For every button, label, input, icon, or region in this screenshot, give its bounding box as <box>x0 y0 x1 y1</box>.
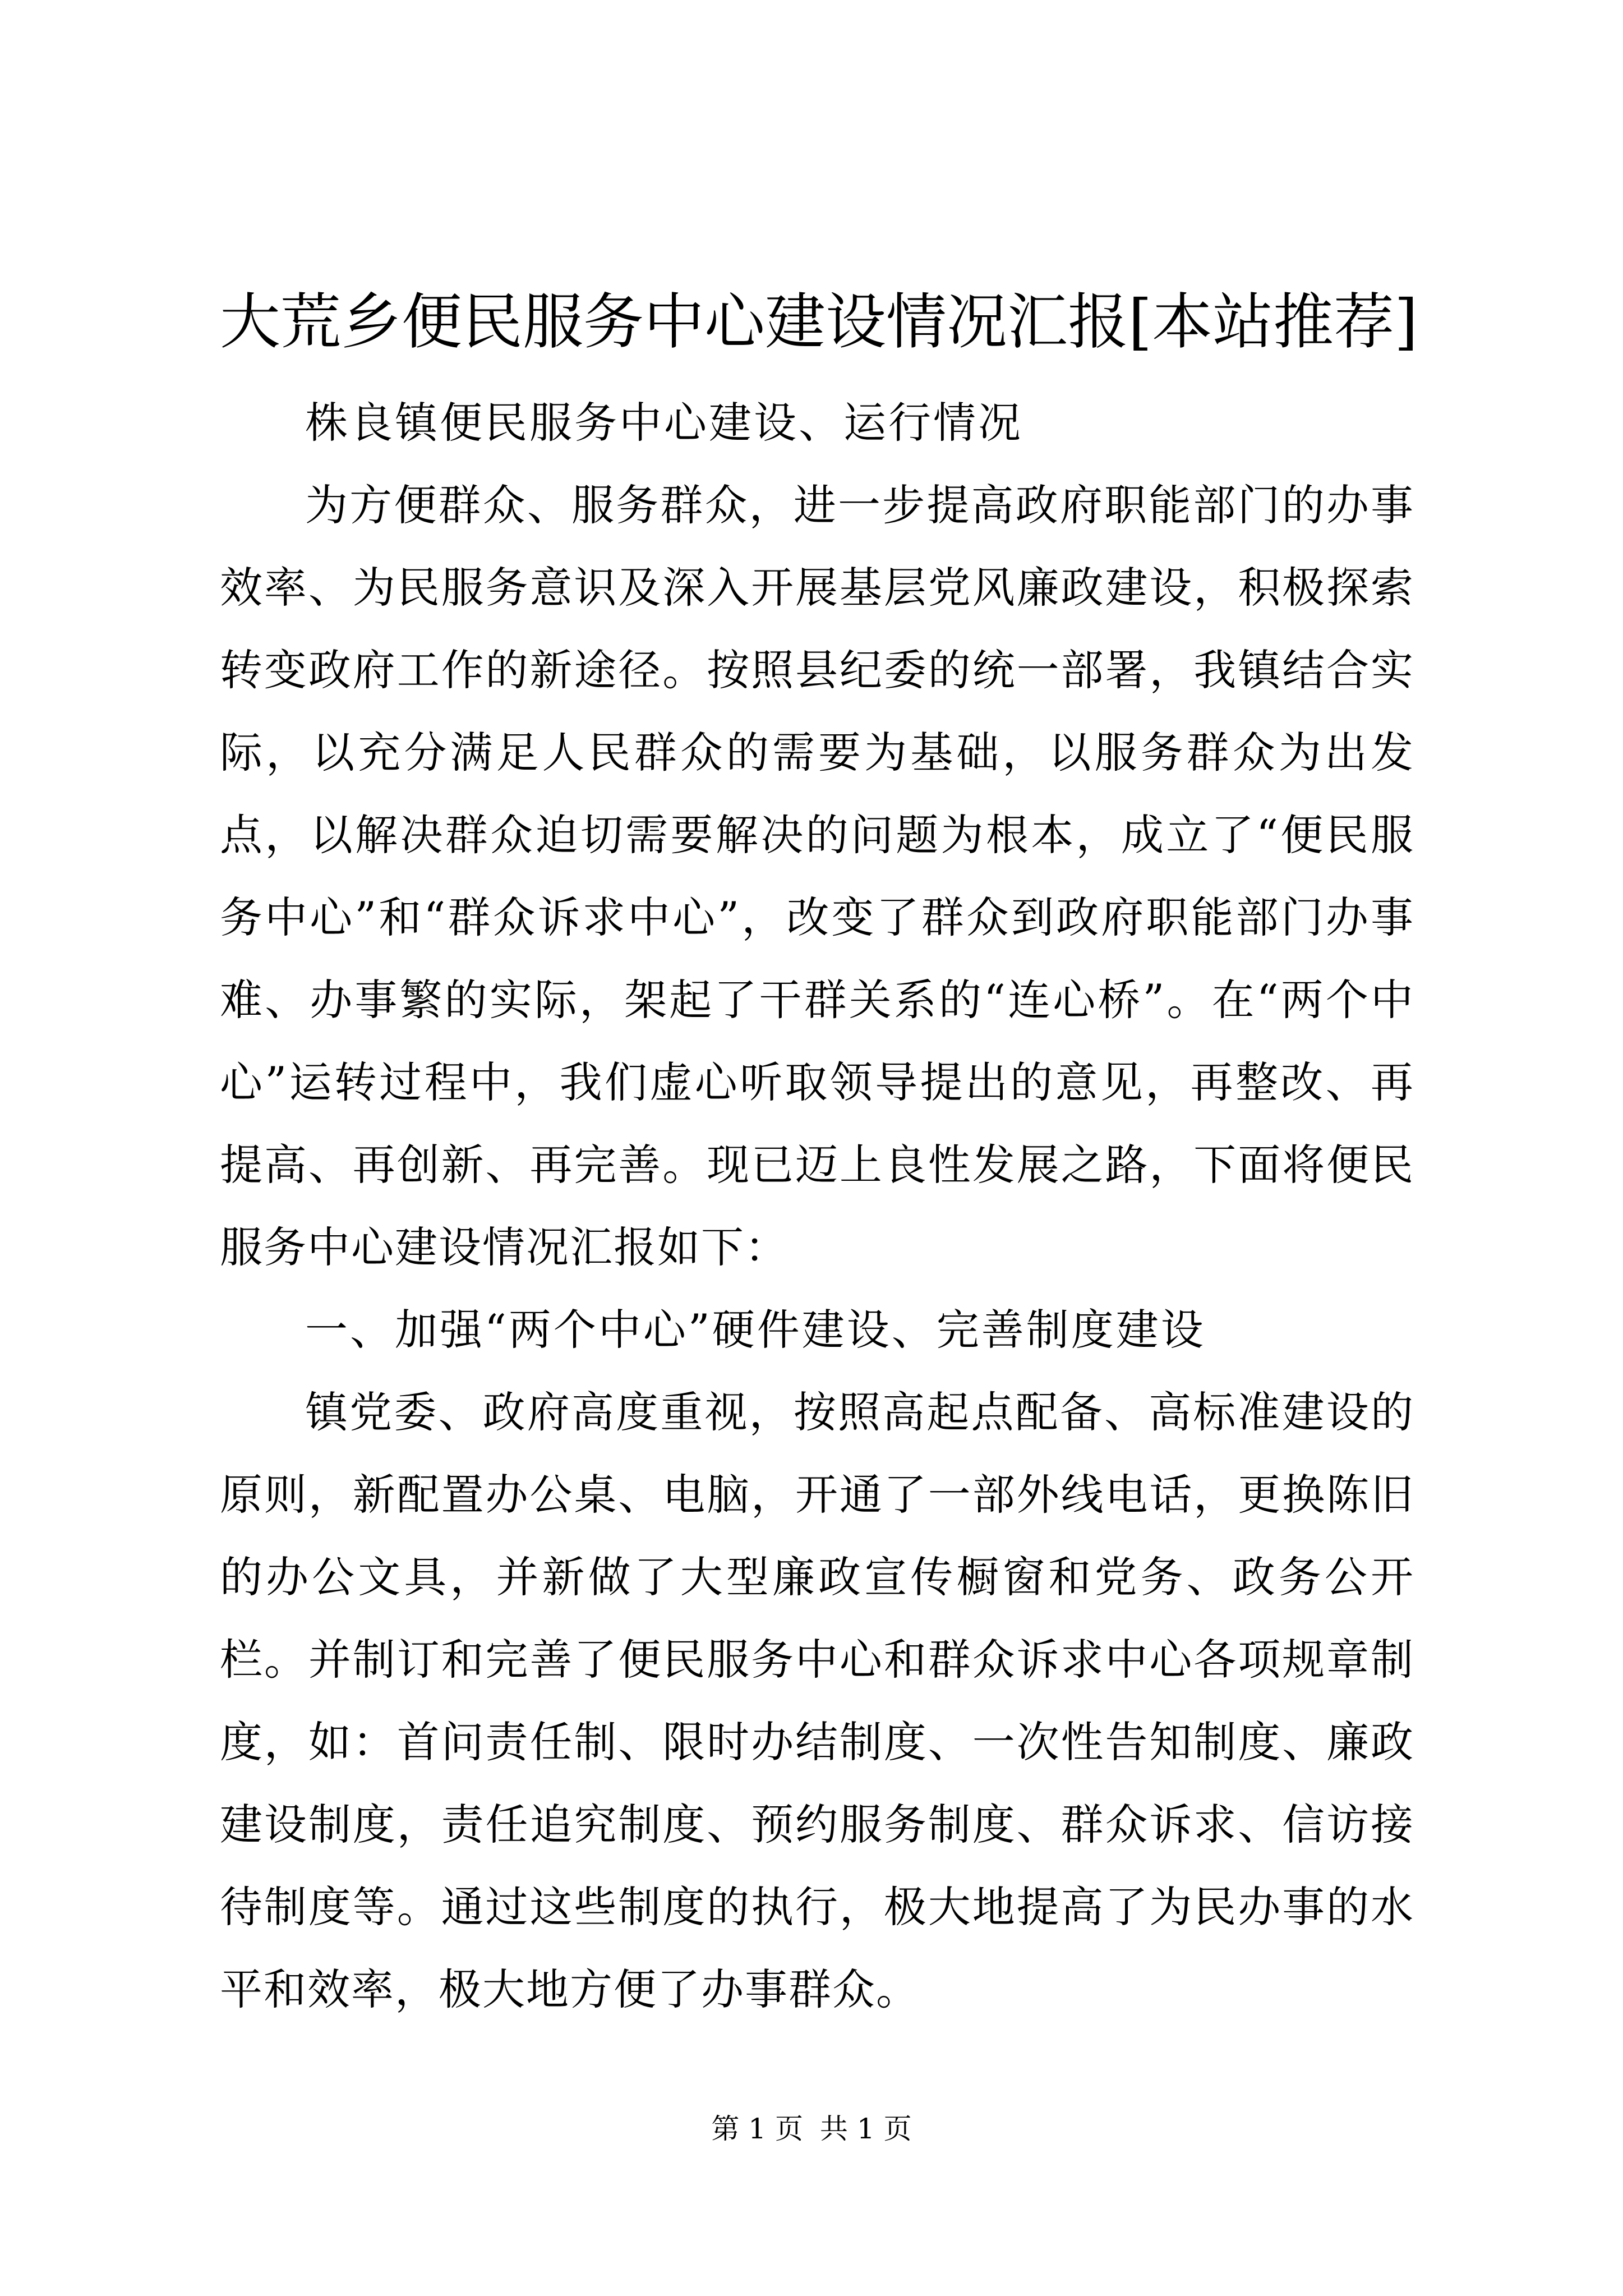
page-footer <box>0 2109 1623 2148</box>
section-heading: 一、加强“两个中心”硬件建设、完善制度建设 <box>305 1305 1206 1355</box>
document-title: 大荒乡便民服务中心建设情况汇报[本站推荐] <box>220 287 1418 357</box>
section-paragraph: 镇党委、政府高度重视，按照高起点配备、高标准建设的原则，新配置办公桌、电脑，开通了一部外线电话，更换陈旧的办公文具，并新做了大型廉政宣传橱窗和党务、政务公开栏。并制订和完善了便民服务中心和群众诉求中心各项规章制度，如：首问责任制、限时办结制度、一次性告知制度、廉政建设制度，责任追究制度、预约服务制度、群众诉求、信访接待制度等。通过这些制度的执行，极大地提高了为民办事的水平和效率，极大地方便了办事群众。 <box>220 1387 1414 2014</box>
page-total: 共 1 页 <box>820 2113 912 2145</box>
document-body <box>220 381 1414 2031</box>
intro-paragraph: 为方便群众、服务群众，进一步提高政府职能部门的办事效率、为民服务意识及深入开展基层党风廉政建设，积极探索转变政府工作的新途径。按照县纪委的统一部署，我镇结合实际，以充分满足人民群众的需要为基础，以服务群众为出发点，以解决群众迫切需要解决的问题为根本，成立了“便民服务中心”和“群众诉求中心”，改变了群众到政府职能部门办事难、办事繁的实际，架起了干群关系的“连心桥”。在“两个中心”运转过程中，我们虚心听取领导提出的意见，再整改、再提高、再创新、再完善。现已迈上良性发展之路，下面将便民服务中心建设情况汇报如下： <box>220 480 1414 1272</box>
subtitle-paragraph: 株良镇便民服务中心建设、运行情况 <box>305 398 1023 448</box>
page-number: 第 1 页 <box>711 2113 803 2145</box>
